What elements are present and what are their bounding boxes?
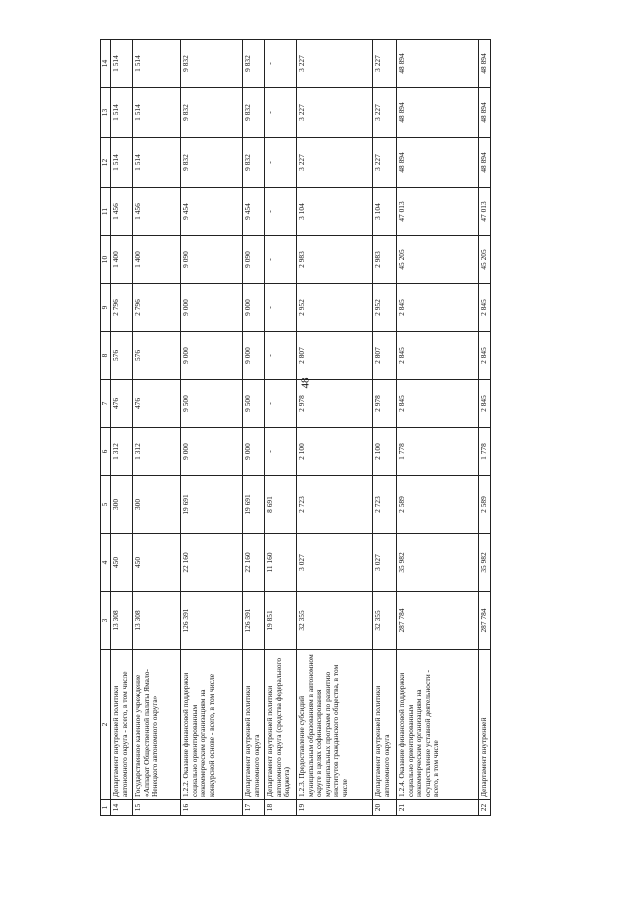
value-cell: 48 894	[479, 40, 491, 88]
value-cell: 2 100	[297, 428, 373, 476]
value-cell: 2 983	[373, 236, 397, 284]
value-cell: 9 454	[181, 188, 243, 236]
value-cell: -	[265, 138, 297, 188]
value-cell: 9 000	[181, 332, 243, 380]
table-row	[181, 40, 243, 816]
row-label: Департамент внутренней политики автономного округа	[243, 650, 265, 800]
table-row	[133, 40, 181, 816]
value-cell: 1 778	[479, 428, 491, 476]
value-cell: 287 784	[479, 592, 491, 650]
value-cell: 48 894	[479, 138, 491, 188]
value-cell: 1 514	[133, 88, 181, 138]
value-cell: 126 391	[181, 592, 243, 650]
value-cell: 47 013	[397, 188, 479, 236]
value-cell: 1 514	[133, 138, 181, 188]
value-cell: -	[265, 380, 297, 428]
value-cell: 2 796	[111, 284, 133, 332]
value-cell: 9 832	[243, 88, 265, 138]
value-cell: 32 355	[373, 592, 397, 650]
table-row	[479, 40, 491, 816]
value-cell: 2 845	[397, 332, 479, 380]
value-cell: 9 832	[243, 40, 265, 88]
rotated-table-wrapper	[100, 40, 534, 816]
value-cell: 9 000	[243, 332, 265, 380]
value-cell: 476	[111, 380, 133, 428]
value-cell: 450	[111, 534, 133, 592]
column-header: 13	[101, 88, 111, 138]
value-cell: 3 227	[373, 40, 397, 88]
value-cell: 3 104	[373, 188, 397, 236]
value-cell: 2 952	[297, 284, 373, 332]
value-cell: 1 778	[397, 428, 479, 476]
value-cell: 9 500	[181, 380, 243, 428]
row-number: 20	[373, 800, 397, 816]
value-cell: -	[265, 284, 297, 332]
value-cell: 19 691	[243, 476, 265, 534]
value-cell: 287 784	[397, 592, 479, 650]
budget-table	[100, 39, 491, 816]
value-cell: 9 454	[243, 188, 265, 236]
column-header: 5	[101, 476, 111, 534]
table-body	[111, 40, 491, 816]
row-label: Департамент внутренней политики автономного округа - всего, в том числе	[111, 650, 133, 800]
row-number: 22	[479, 800, 491, 816]
value-cell: 2 845	[479, 332, 491, 380]
value-cell: 476	[133, 380, 181, 428]
row-label: Департамент внутренней	[479, 650, 491, 800]
value-cell: 576	[111, 332, 133, 380]
value-cell: -	[265, 188, 297, 236]
value-cell: 2 952	[373, 284, 397, 332]
column-header: 10	[101, 236, 111, 284]
value-cell: 450	[133, 534, 181, 592]
row-label: Государственное казенное учреждение «Аппарат Общественной палаты Ямало-Ненецкого автономного округа»	[133, 650, 181, 800]
value-cell: 13 308	[133, 592, 181, 650]
value-cell: 9 000	[243, 428, 265, 476]
value-cell: -	[265, 40, 297, 88]
value-cell: 2 589	[479, 476, 491, 534]
column-header: 6	[101, 428, 111, 476]
column-header: 11	[101, 188, 111, 236]
value-cell: 9 000	[181, 284, 243, 332]
value-cell: 9 090	[243, 236, 265, 284]
value-cell: 3 227	[373, 138, 397, 188]
value-cell: 2 845	[479, 380, 491, 428]
value-cell: 3 227	[297, 88, 373, 138]
column-header: 14	[101, 40, 111, 88]
value-cell: 8 691	[265, 476, 297, 534]
row-number: 16	[181, 800, 243, 816]
value-cell: 2 807	[373, 332, 397, 380]
value-cell: 2 845	[397, 284, 479, 332]
value-cell: 35 982	[397, 534, 479, 592]
value-cell: 13 308	[111, 592, 133, 650]
value-cell: 9 000	[243, 284, 265, 332]
row-number: 17	[243, 800, 265, 816]
value-cell: 9 832	[181, 40, 243, 88]
value-cell: 3 227	[297, 138, 373, 188]
value-cell: 300	[133, 476, 181, 534]
column-header: 3	[101, 592, 111, 650]
value-cell: 48 894	[397, 40, 479, 88]
row-number: 14	[111, 800, 133, 816]
value-cell: 22 160	[181, 534, 243, 592]
value-cell: 45 205	[397, 236, 479, 284]
column-header: 1	[101, 800, 111, 816]
value-cell: 1 400	[111, 236, 133, 284]
value-cell: 300	[111, 476, 133, 534]
column-header: 9	[101, 284, 111, 332]
value-cell: 1 514	[133, 40, 181, 88]
value-cell: 3 227	[297, 40, 373, 88]
column-header: 2	[101, 650, 111, 800]
row-number: 15	[133, 800, 181, 816]
value-cell: 48 894	[397, 138, 479, 188]
row-label: Департамент внутренней политики автономного округа (средства федерального бюджета)	[265, 650, 297, 800]
value-cell: 48 894	[479, 88, 491, 138]
page-number: 48	[299, 377, 312, 389]
value-cell: 9 832	[181, 138, 243, 188]
row-number: 19	[297, 800, 373, 816]
row-label: Департамент внутренней политики автономного округа	[373, 650, 397, 800]
value-cell: -	[265, 236, 297, 284]
value-cell: 9 090	[181, 236, 243, 284]
value-cell: 126 391	[243, 592, 265, 650]
row-number: 21	[397, 800, 479, 816]
value-cell: 2 978	[297, 380, 373, 428]
value-cell: 19 851	[265, 592, 297, 650]
value-cell: 1 514	[111, 88, 133, 138]
table-row	[397, 40, 479, 816]
table-row	[265, 40, 297, 816]
value-cell: 19 691	[181, 476, 243, 534]
header-row	[101, 40, 111, 816]
value-cell: 2 845	[479, 284, 491, 332]
table-row	[373, 40, 397, 816]
value-cell: 47 013	[479, 188, 491, 236]
row-label: 1.2.2. Оказание финансовой поддержки социально ориентированным некоммерческим организациям на конкурсной основе - всего, в том числе	[181, 650, 243, 800]
value-cell: 2 983	[297, 236, 373, 284]
value-cell: 32 355	[297, 592, 373, 650]
value-cell: 2 100	[373, 428, 397, 476]
value-cell: 22 160	[243, 534, 265, 592]
value-cell: 1 514	[111, 40, 133, 88]
value-cell: 9 500	[243, 380, 265, 428]
column-header: 7	[101, 380, 111, 428]
column-header: 4	[101, 534, 111, 592]
value-cell: 1 312	[111, 428, 133, 476]
value-cell: 11 160	[265, 534, 297, 592]
table-row	[297, 40, 373, 816]
value-cell: 1 400	[133, 236, 181, 284]
value-cell: 48 894	[397, 88, 479, 138]
row-label: 1.2.3. Предоставление субсидий муниципальным образованиям в автономном округе в целях софинансирования муниципальных программ по развитию институтов гражданского общества, в том числе	[297, 650, 373, 800]
value-cell: 2 807	[297, 332, 373, 380]
value-cell: -	[265, 428, 297, 476]
value-cell: 3 227	[373, 88, 397, 138]
value-cell: 1 312	[133, 428, 181, 476]
value-cell: 2 589	[397, 476, 479, 534]
value-cell: 576	[133, 332, 181, 380]
value-cell: 45 205	[479, 236, 491, 284]
value-cell: 1 456	[111, 188, 133, 236]
value-cell: 1 456	[133, 188, 181, 236]
value-cell: 35 982	[479, 534, 491, 592]
value-cell: 2 723	[373, 476, 397, 534]
value-cell: 3 104	[297, 188, 373, 236]
value-cell: 9 832	[243, 138, 265, 188]
value-cell: 9 832	[181, 88, 243, 138]
value-cell: 1 514	[111, 138, 133, 188]
table-row	[111, 40, 133, 816]
value-cell: 2 845	[397, 380, 479, 428]
value-cell: 2 978	[373, 380, 397, 428]
column-header: 8	[101, 332, 111, 380]
column-header: 12	[101, 138, 111, 188]
value-cell: 9 000	[181, 428, 243, 476]
value-cell: 3 027	[297, 534, 373, 592]
value-cell: -	[265, 332, 297, 380]
table-row	[243, 40, 265, 816]
value-cell: -	[265, 88, 297, 138]
row-number: 18	[265, 800, 297, 816]
value-cell: 3 027	[373, 534, 397, 592]
value-cell: 2 723	[297, 476, 373, 534]
value-cell: 2 796	[133, 284, 181, 332]
row-label: 1.2.4. Оказание финансовой поддержки социально ориентированным некоммерческим организациям на осуществление уставной деятельности - всего, в том числе	[397, 650, 479, 800]
